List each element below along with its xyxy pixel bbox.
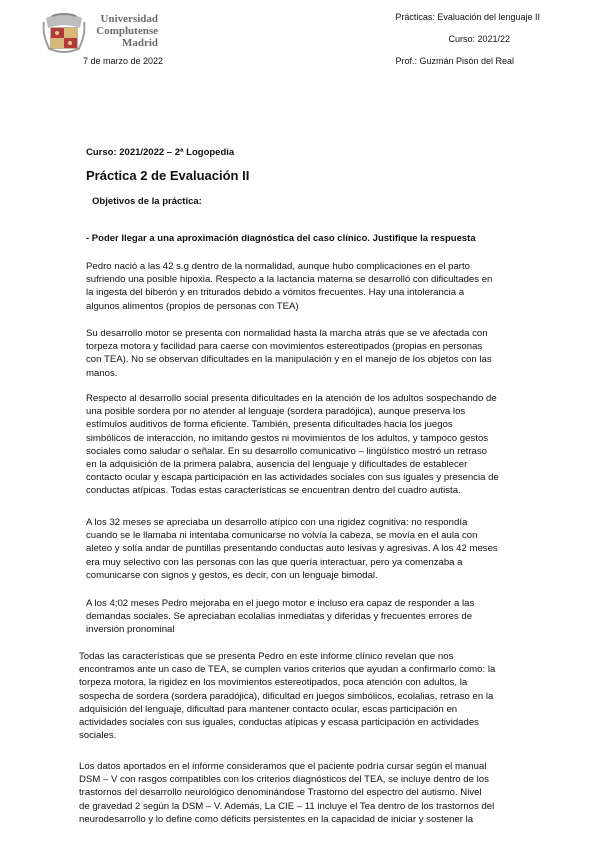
paragraph-line: torpeza motora, la rigidez en los movimientos estereotipados, poca atención con adultos, la [79, 677, 468, 689]
objectives-label: Objetivos de la práctica: [92, 196, 202, 207]
paragraph-line: DSM – V con rasgos compatibles con los criterios diagnósticos del TEA, se incluye dentro de los [79, 774, 489, 786]
paragraph-motor [86, 327, 492, 380]
paragraph-line: sufriendo una posible hipoxia. Respecto a la lactancia materna se desarrolló con dificultades en [86, 274, 493, 286]
paragraph-line: encontramos ante un caso de TEA, se cumplen varios criterios que ayudan a confirmarlo como: la [79, 664, 496, 676]
paragraph-line: A los 32 meses se apreciaba un desarrollo atípico con una rigidez cognitiva: no respondía [86, 517, 468, 528]
document-date: 7 de marzo de 2022 [83, 56, 164, 66]
paragraph-line: con TEA). No se observan dificultades en la manipulación y en el manejo de los objetos con las [86, 354, 492, 366]
paragraph-line: algunos alimentos (propios de personas con TEA) [86, 300, 299, 312]
paragraph-line: actividades sociales con sus iguales, conductas atípicas y escasa participación en actividades [79, 717, 479, 729]
paragraph-line: estímulos auditivos de forma eficiente. También, presenta dificultades hacia los juegos [86, 419, 453, 431]
question-line: - Poder llegar a una aproximación diagnóstica del caso clínico. Justifique la respuesta [86, 233, 476, 244]
paragraph-line: adquisición del lenguaje, dificultad para mantener contacto ocular, escas participación en [79, 703, 458, 715]
paragraph-social [86, 392, 499, 498]
paragraph-line: Pedro nació a las 42 s.g dentro de la normalidad, aunque hubo complicaciones en el parto [86, 261, 471, 272]
paragraph-line: sospecha de sordera (sordera paradójica), dificultad en juegos simbólicos, ecolalias, retraso en la [79, 690, 494, 702]
professor-header: Prof.: Guzmán Pisón del Real [395, 56, 514, 66]
paragraph-birth [86, 260, 492, 313]
course-year-header: Curso: 2021/22 [448, 34, 510, 44]
paragraph-32-months [86, 516, 498, 582]
paragraph-line: contacto ocular y escapa participación en las actividades sociales con sus iguales y presencia de [86, 472, 499, 484]
paragraph-diagnosis [79, 760, 494, 826]
paragraph-line: cuando se le llamaba ni intentaba comunicarse no volvía la cabeza, se movía en el aula con [86, 530, 478, 542]
university-name-line: Complutense [96, 25, 158, 37]
paragraph-summary [79, 650, 495, 742]
paragraph-line: era muy selectivo con las personas con las que quería interactuar, pero ya comenzaba a [86, 556, 463, 568]
paragraph-line: la ingesta del biberón y en triturados debido a vómitos frecuentes. Hay una intolerancia a [86, 287, 465, 299]
paragraph-line: manos. [86, 367, 118, 379]
university-name-line: Universidad [100, 13, 158, 25]
paragraph-line: en la adquisición de la primera palabra, ausencia del lenguaje y dificultades de establecer [86, 459, 468, 471]
paragraph-line: sociales como saludar o señalar. En su desarrollo comunicativo – lingüístico mostró un retraso [86, 445, 488, 457]
paragraph-line: trastornos del desarrollo neurológico denominándose Trastorno del espectro del autismo. Nivel [79, 787, 482, 799]
paragraph-line: neurodesarrollo y lo define como déficits persistentes en la capacidad de iniciar y sostener la [79, 813, 474, 825]
paragraph-line: A los 4;02 meses Pedro mejoraba en el juego motor e incluso era capaz de responder a las [86, 598, 475, 609]
university-seal-logo [42, 12, 86, 56]
paragraph-line: Todas las características que se presenta Pedro en este informe clínico revelan que nos [79, 651, 454, 662]
paragraph-line: simbólicos de interacción, no imitando gestos ni movimientos de los adultos, y tampoco gestos [86, 432, 489, 444]
course-line: Curso: 2021/2022 – 2ª Logopedia [86, 147, 235, 158]
document-title: Práctica 2 de Evaluación II [86, 168, 250, 183]
paragraph-line: aleteo y solía andar de puntillas presentando conductas auto lesivas y agresivas. A los 42 meses [86, 543, 498, 555]
paragraph-line: comunicarse con signos y gestos, es decir, con un lenguaje bimodal. [86, 569, 378, 581]
university-name [92, 13, 158, 49]
paragraph-4-02-months [86, 597, 474, 637]
paragraph-line: inversión pronominal [86, 624, 175, 636]
paragraph-line: conductas atípicas. Todas estas características se encuentran dentro del cuadro autista. [86, 485, 461, 497]
paragraph-line: sociales. [79, 730, 117, 742]
paragraph-line: Respecto al desarrollo social presenta dificultades en la atención de los adultos sospechando de [86, 393, 497, 404]
paragraph-line: demandas sociales. Se apreciaban ecolalias inmediatas y diferidas y frecuentes errores de [86, 611, 473, 623]
university-name-line: Madrid [121, 37, 158, 49]
paragraph-line: de gravedad 2 según la DSM – V. Además, La CIE – 11 incluye el Tea dentro de los trastornos del [79, 800, 495, 812]
paragraph-line: Su desarrollo motor se presenta con normalidad hasta la marcha atrás que se ve afectada con [86, 328, 488, 339]
paragraph-line: una posible sordera por no atender al lenguaje (sordera paradójica), aunque preserva los [86, 406, 466, 418]
paragraph-line: torpeza motora y facilidad para caerse con movimientos estereotipados (propias en personas [86, 341, 483, 353]
paragraph-line: Los datos aportados en el informe consideramos que el paciente podría cursar según el manual [79, 761, 487, 772]
practice-header: Prácticas: Evaluación del lenguaje II [395, 12, 540, 22]
